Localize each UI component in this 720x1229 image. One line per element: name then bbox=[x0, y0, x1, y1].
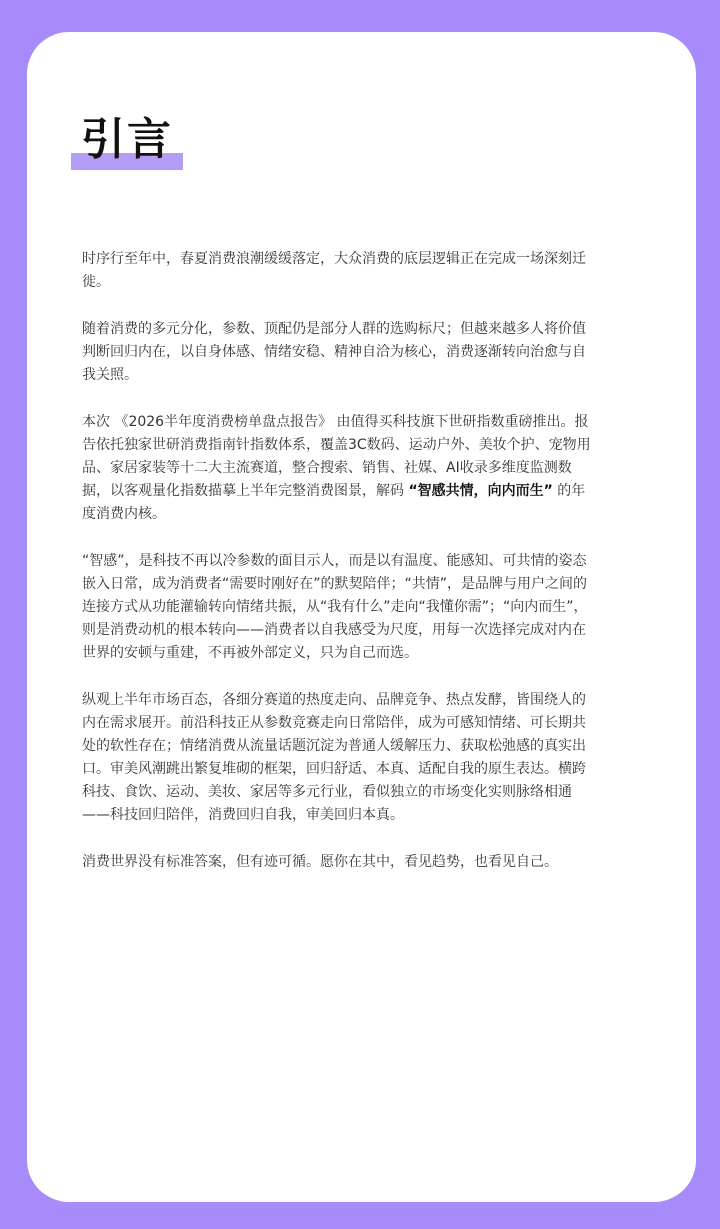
title-block bbox=[81, 113, 231, 175]
paragraph-4: “智感”，是科技不再以冷参数的面目示人，而是以有温度、能感知、可共情的姿态嵌入日常，成为消费者“需要时刚好在”的默契陪伴；“共情”，是品牌与用户之间的连接方式从功能灌输转向情绪共振，从“我有什么”走向“我懂你需”；“向内而生”，则是消费动机的根本转向——消费者以自我感受为尺度，用每一次选择完成对内在世界的安顿与重建，不再被外部定义，只为自己而选。 bbox=[82, 553, 588, 661]
report-theme-highlight: “智感共情，向内而生” bbox=[408, 483, 553, 499]
paragraph-3-lead: 本次 《2026半年度消费榜单盘点报告》 由值得买科技旗下世研指数重磅推出。报告依托独家世研消费指南针指数体系，覆盖3C数码、运动户外、美妆个护、宠物用品、家居家装等十二大主流赛道，整合搜索、销售、社媒、AI收录多维度监测数据，以客观量化指数描摹上半年完整消费图景，解码 bbox=[82, 414, 591, 499]
paragraph-3-tail: 的年度消费内核。 bbox=[82, 483, 586, 522]
paragraph-2: 随着消费的多元分化，参数、顶配仍是部分人群的选购标尺；但越来越多人将价值判断回归内在，以自身体感、情绪安稳、精神自洽为核心，消费逐渐转向治愈与自我关照。 bbox=[82, 321, 586, 383]
paragraph-5: 纵观上半年市场百态，各细分赛道的热度走向、品牌竞争、热点发酵，皆围绕人的内在需求展开。前沿科技正从参数竞赛走向日常陪伴，成为可感知情绪、可长期共处的软性存在；情绪消费从流量话题沉淀为普通人缓解压力、获取松弛感的真实出口。审美风潮跳出繁复堆砌的框架，回归舒适、本真、适配自我的原生表达。横跨科技、食饮、运动、美妆、家居等多元行业，看似独立的市场变化实则脉络相通——科技回归陪伴，消费回归自我，审美回归本真。 bbox=[82, 692, 586, 823]
intro-text bbox=[82, 248, 592, 898]
paragraph-6: 消费世界没有标准答案，但有迹可循。愿你在其中，看见趋势，也看见自己。 bbox=[82, 854, 558, 870]
paragraph-1: 时序行至年中，春夏消费浪潮缓缓落定，大众消费的底层逻辑正在完成一场深刻迁徙。 bbox=[82, 251, 586, 290]
page-title: 引言 bbox=[81, 114, 173, 165]
paragraph-3 bbox=[82, 411, 592, 526]
